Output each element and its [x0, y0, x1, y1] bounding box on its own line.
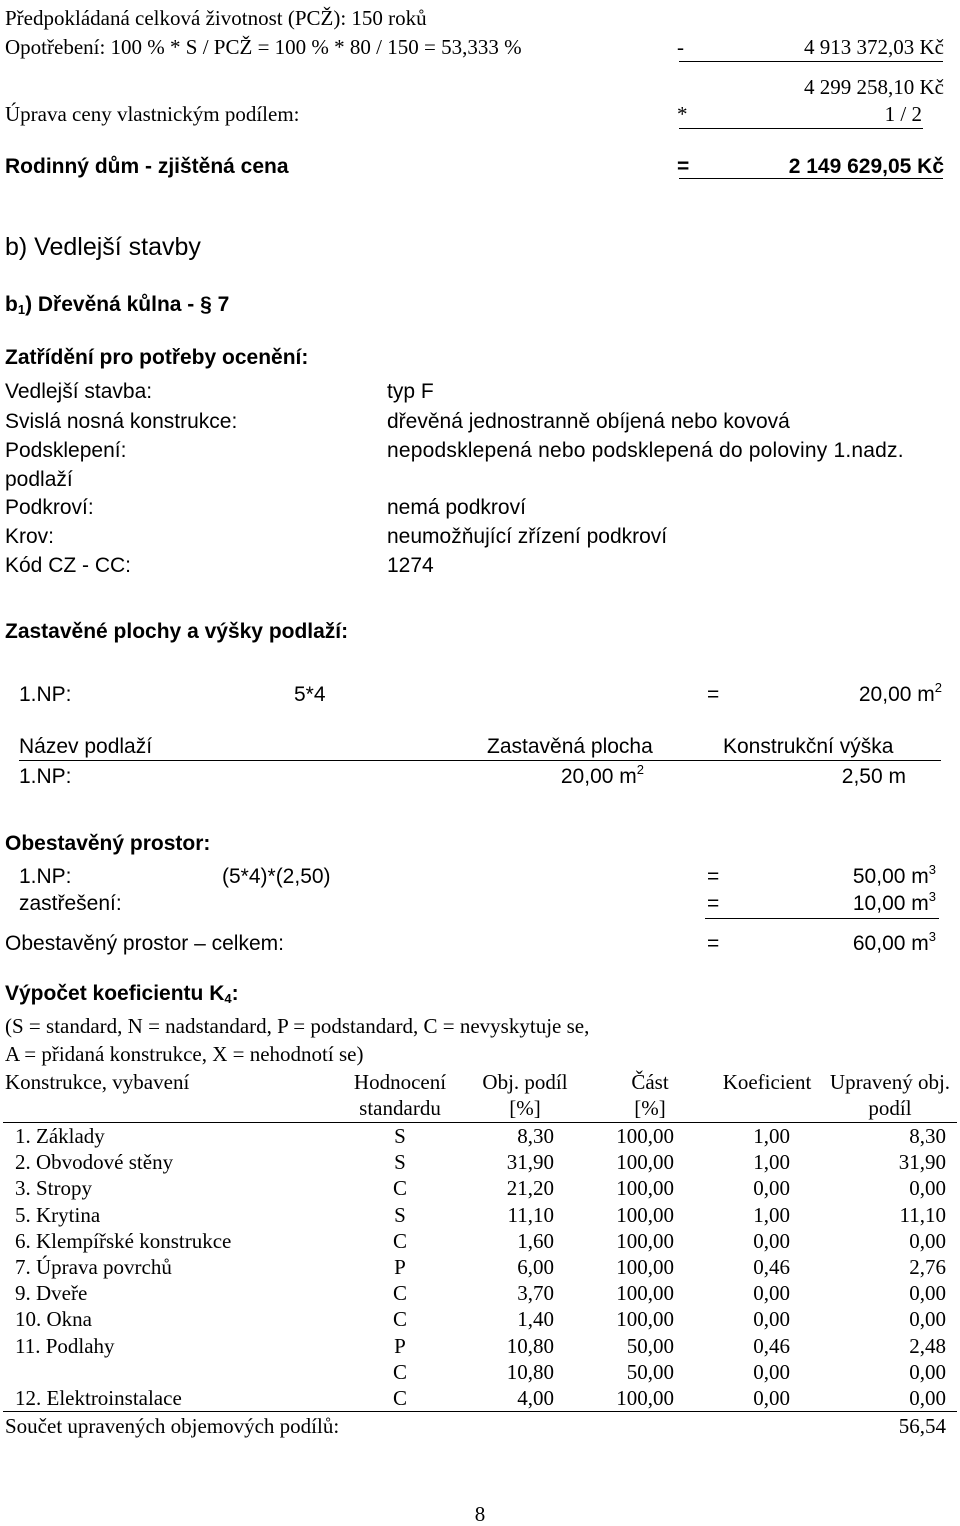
volume-row-operator: =	[707, 865, 720, 888]
class-label: Kód CZ - CC:	[5, 554, 132, 577]
k4-cell-standard: C	[392, 1386, 407, 1410]
k4-cell-share: 21,20	[506, 1176, 554, 1200]
subsection-title: $b_1$) Dřevěná kůlna - § 7	[5, 293, 230, 317]
k4-cell-adjusted: 2,48	[909, 1334, 946, 1358]
k4-sum-value: 56,54	[898, 1414, 946, 1438]
wear-value: 4 913 372,03 Kč	[804, 35, 944, 59]
k4-cell-coefficient: 0,00	[753, 1281, 790, 1305]
k4-cell-part: 50,00	[626, 1360, 674, 1384]
wear-label: Opotřebení: 100 % * S / PCŽ = 100 % * 80 / 150 = 53,333 %	[5, 35, 522, 59]
k4-cell-coefficient: 0,00	[753, 1176, 790, 1200]
k4-cell-share: 10,80	[506, 1334, 554, 1358]
k4-cell-name: 1. Základy	[15, 1124, 105, 1148]
class-label: Svislá nosná konstrukce:	[5, 410, 238, 433]
floor-calc-expr: 5*4	[294, 683, 326, 706]
k4-sum-label: Součet upravených objemových podílů:	[5, 1414, 340, 1438]
k4-cell-share: 3,70	[517, 1281, 554, 1305]
k4-cell-coefficient: 0,46	[753, 1255, 790, 1279]
k4-cell-adjusted: 0,00	[909, 1176, 946, 1200]
k4-heading: Výpočet koeficientu $K_4$:	[5, 982, 239, 1006]
k4-cell-part: 100,00	[616, 1255, 674, 1279]
k4-cell-share: 6,00	[517, 1255, 554, 1279]
k4-cell-name: 11. Podlahy	[15, 1334, 115, 1358]
volume-row-label: 1.NP:	[19, 865, 72, 888]
volume-heading: Obestavěný prostor:	[5, 832, 211, 855]
floor-table-header: Název podlaží	[19, 735, 153, 758]
k4-header: Koeficient	[722, 1070, 812, 1094]
k4-header: [%]	[634, 1096, 666, 1120]
floor-row-area: 20,00 $m^2$	[560, 762, 644, 788]
class-value: typ F	[387, 380, 434, 403]
k4-cell-part: 100,00	[616, 1150, 674, 1174]
k4-cell-part: 100,00	[616, 1307, 674, 1331]
divider	[705, 918, 939, 919]
k4-cell-standard: C	[392, 1360, 407, 1384]
class-label: Podkroví:	[5, 496, 94, 519]
k4-cell-adjusted: 11,10	[899, 1203, 946, 1227]
page-number: 8	[474, 1502, 486, 1526]
k4-cell-share: 4,00	[517, 1386, 554, 1410]
k4-cell-name: 5. Krytina	[15, 1203, 101, 1227]
k4-cell-name: 2. Obvodové stěny	[15, 1150, 174, 1174]
class-value: nepodsklepená nebo podsklepená do poloviny 1.nadz.	[387, 439, 904, 462]
k4-cell-share: 1,60	[517, 1229, 554, 1253]
volume-total-value: 60,00 $m^3$	[852, 929, 936, 955]
k4-cell-coefficient: 0,00	[753, 1307, 790, 1331]
k4-cell-share: 8,30	[517, 1124, 554, 1148]
result-label: Rodinný dům - zjištěná cena	[5, 155, 289, 178]
k4-cell-standard: S	[394, 1150, 406, 1174]
class-label: Podsklepení:	[5, 439, 127, 462]
class-value: dřevěná jednostranně obíjená nebo kovová	[387, 410, 790, 433]
k4-cell-adjusted: 8,30	[909, 1124, 946, 1148]
k4-cell-adjusted: 0,00	[909, 1307, 946, 1331]
k4-cell-name: 9. Dveře	[15, 1281, 88, 1305]
k4-cell-adjusted: 0,00	[909, 1229, 946, 1253]
k4-cell-adjusted: 0,00	[909, 1281, 946, 1305]
k4-cell-standard: P	[394, 1334, 406, 1358]
volume-row-operator: =	[707, 892, 720, 915]
k4-header: [%]	[509, 1096, 541, 1120]
k4-cell-part: 100,00	[616, 1386, 674, 1410]
table-footer-rule	[3, 1411, 957, 1412]
class-value: 1274	[387, 554, 434, 577]
volume-row-value: 10,00 $m^3$	[852, 889, 936, 915]
subtotal-value: 4 299 258,10 Kč	[804, 75, 944, 99]
k4-cell-adjusted: 31,90	[898, 1150, 946, 1174]
k4-cell-coefficient: 0,00	[753, 1360, 790, 1384]
divider	[679, 128, 923, 129]
classification-heading: Zatřídění pro potřeby ocenění:	[5, 346, 309, 369]
k4-cell-coefficient: 0,00	[753, 1229, 790, 1253]
floor-calc-operator: =	[707, 683, 720, 706]
k4-cell-share: 31,90	[506, 1150, 554, 1174]
k4-cell-standard: C	[392, 1229, 407, 1253]
floor-row-name: 1.NP:	[19, 765, 72, 788]
k4-header: Upravený obj.	[829, 1070, 951, 1094]
k4-cell-standard: S	[394, 1124, 406, 1148]
k4-cell-standard: P	[394, 1255, 406, 1279]
k4-cell-name: 6. Klempířské konstrukce	[15, 1229, 232, 1253]
wear-operator: -	[677, 35, 684, 59]
k4-header: standardu	[359, 1096, 441, 1120]
k4-cell-part: 100,00	[616, 1229, 674, 1253]
floor-table-header: Zastavěná plocha	[487, 735, 653, 758]
table-header-rule	[3, 1122, 957, 1123]
k4-cell-coefficient: 1,00	[753, 1203, 790, 1227]
lifetime-line: Předpokládaná celková životnost (PCŽ): 150 roků	[5, 6, 427, 30]
volume-row-expr: (5*4)*(2,50)	[222, 865, 331, 888]
k4-cell-name: 12. Elektroinstalace	[15, 1386, 182, 1410]
k4-cell-adjusted: 0,00	[909, 1386, 946, 1410]
k4-cell-part: 50,00	[626, 1334, 674, 1358]
floor-row-height: 2,50 m	[841, 765, 906, 788]
section-title: b) Vedlejší stavby	[5, 233, 201, 261]
k4-cell-adjusted: 2,76	[909, 1255, 946, 1279]
k4-header: Obj. podíl	[482, 1070, 568, 1094]
class-label: Krov:	[5, 525, 55, 548]
k4-cell-part: 100,00	[616, 1281, 674, 1305]
k4-legend: A = přidaná konstrukce, X = nehodnotí se)	[5, 1042, 364, 1066]
k4-cell-coefficient: 1,00	[753, 1124, 790, 1148]
ownership-operator: *	[677, 102, 688, 126]
k4-cell-standard: C	[392, 1176, 407, 1200]
class-value: neumožňující zřízení podkroví	[387, 525, 668, 548]
k4-cell-standard: C	[392, 1281, 407, 1305]
floors-heading: Zastavěné plochy a výšky podlaží:	[5, 620, 349, 643]
k4-cell-part: 100,00	[616, 1203, 674, 1227]
double-underline-top	[679, 178, 943, 179]
k4-cell-share: 10,80	[506, 1360, 554, 1384]
k4-cell-name: 3. Stropy	[15, 1176, 93, 1200]
result-value: 2 149 629,05 Kč	[788, 155, 944, 178]
volume-total-operator: =	[707, 932, 720, 955]
k4-cell-adjusted: 0,00	[909, 1360, 946, 1384]
floor-calc-value: 20,00 $m^2$	[858, 680, 942, 706]
k4-header: podíl	[868, 1096, 912, 1120]
volume-row-label: zastřešení:	[19, 892, 122, 915]
k4-header: Hodnocení	[353, 1070, 447, 1094]
k4-cell-standard: S	[394, 1203, 406, 1227]
result-operator: =	[677, 155, 690, 178]
k4-cell-name: 7. Úprava povrchů	[15, 1255, 172, 1279]
floor-calc-label: 1.NP:	[19, 683, 72, 706]
ownership-value: 1 / 2	[884, 102, 922, 126]
k4-cell-part: 100,00	[616, 1176, 674, 1200]
k4-cell-standard: C	[392, 1307, 407, 1331]
k4-header: Část	[631, 1070, 669, 1094]
k4-legend: (S = standard, N = nadstandard, P = podstandard, C = nevyskytuje se,	[5, 1014, 590, 1038]
volume-row-value: 50,00 $m^3$	[852, 862, 936, 888]
floor-table-header: Konstrukční výška	[723, 735, 894, 758]
divider	[679, 61, 943, 62]
k4-cell-part: 100,00	[616, 1124, 674, 1148]
class-label: podlaží	[5, 468, 73, 491]
k4-cell-name: 10. Okna	[15, 1307, 92, 1331]
k4-cell-coefficient: 0,00	[753, 1386, 790, 1410]
table-header-rule	[19, 760, 941, 761]
k4-cell-coefficient: 0,46	[753, 1334, 790, 1358]
class-value: nemá podkroví	[387, 496, 526, 519]
k4-cell-share: 11,10	[507, 1203, 554, 1227]
k4-header: Konstrukce, vybavení	[5, 1070, 190, 1094]
ownership-label: Úprava ceny vlastnickým podílem:	[5, 102, 300, 126]
k4-cell-share: 1,40	[517, 1307, 554, 1331]
volume-total-label: Obestavěný prostor – celkem:	[5, 932, 284, 955]
k4-cell-coefficient: 1,00	[753, 1150, 790, 1174]
class-label: Vedlejší stavba:	[5, 380, 153, 403]
